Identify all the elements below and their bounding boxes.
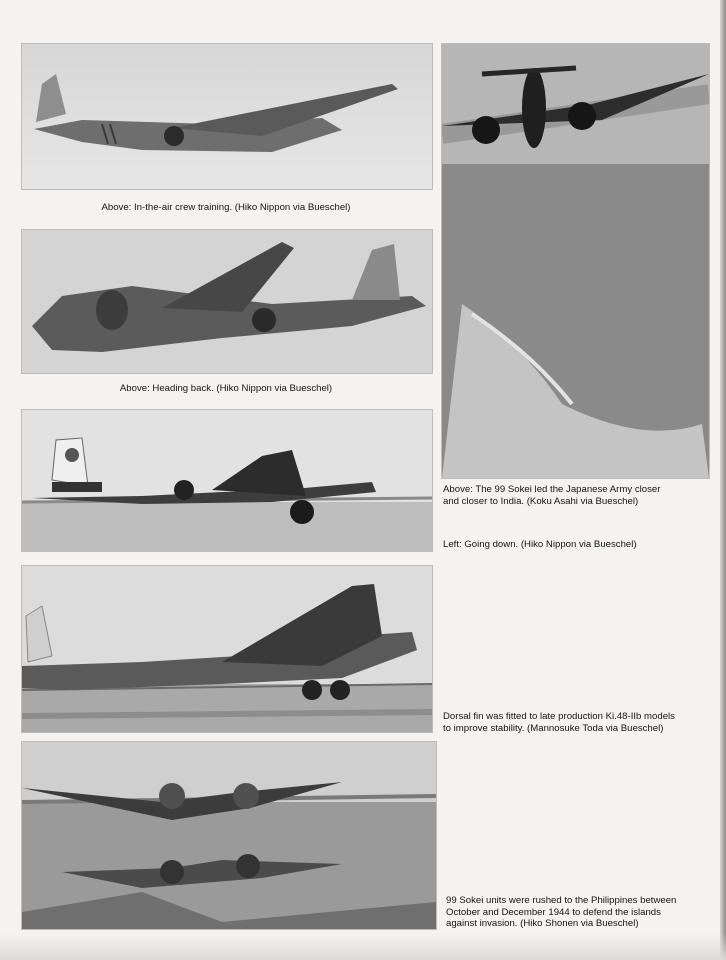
- photo-crew-training: [21, 43, 433, 190]
- caption-led-army-line2: and closer to India. (Koku Asahi via Bueschel): [443, 495, 639, 507]
- photo-heading-back: [21, 229, 433, 374]
- caption-going-down: Left: Going down. (Hiko Nippon via Bueschel): [443, 539, 637, 550]
- caption-dorsal-fin: [443, 711, 718, 734]
- caption-crew-training: Above: In-the-air crew training. (Hiko Nippon via Bueschel): [101, 202, 351, 213]
- caption-philippines-line2: October and December 1944 to defend the islands: [446, 906, 661, 918]
- photo-dorsal-fin: [21, 565, 433, 733]
- photo-aerial-india: [441, 43, 710, 479]
- caption-philippines-line1: 99 Sokei units were rushed to the Philippines between: [446, 895, 677, 906]
- caption-dorsal-fin-line1: Dorsal fin was fitted to late production Ki.48-IIb models: [443, 711, 675, 722]
- caption-led-army-line1: Above: The 99 Sokei led the Japanese Army closer: [443, 484, 661, 495]
- photo-going-down: [21, 409, 433, 552]
- caption-heading-back: Above: Heading back. (Hiko Nippon via Bueschel): [119, 383, 333, 394]
- caption-led-army: [443, 484, 713, 507]
- caption-philippines: [446, 895, 718, 930]
- photo-philippines: [21, 741, 437, 930]
- caption-philippines-line3: against invasion. (Hiko Shonen via Bueschel): [446, 918, 639, 930]
- page-edge-shadow: [720, 0, 726, 960]
- caption-dorsal-fin-line2: to improve stability. (Mannosuke Toda via Bueschel): [443, 722, 664, 734]
- page-bottom-shadow: [0, 934, 726, 960]
